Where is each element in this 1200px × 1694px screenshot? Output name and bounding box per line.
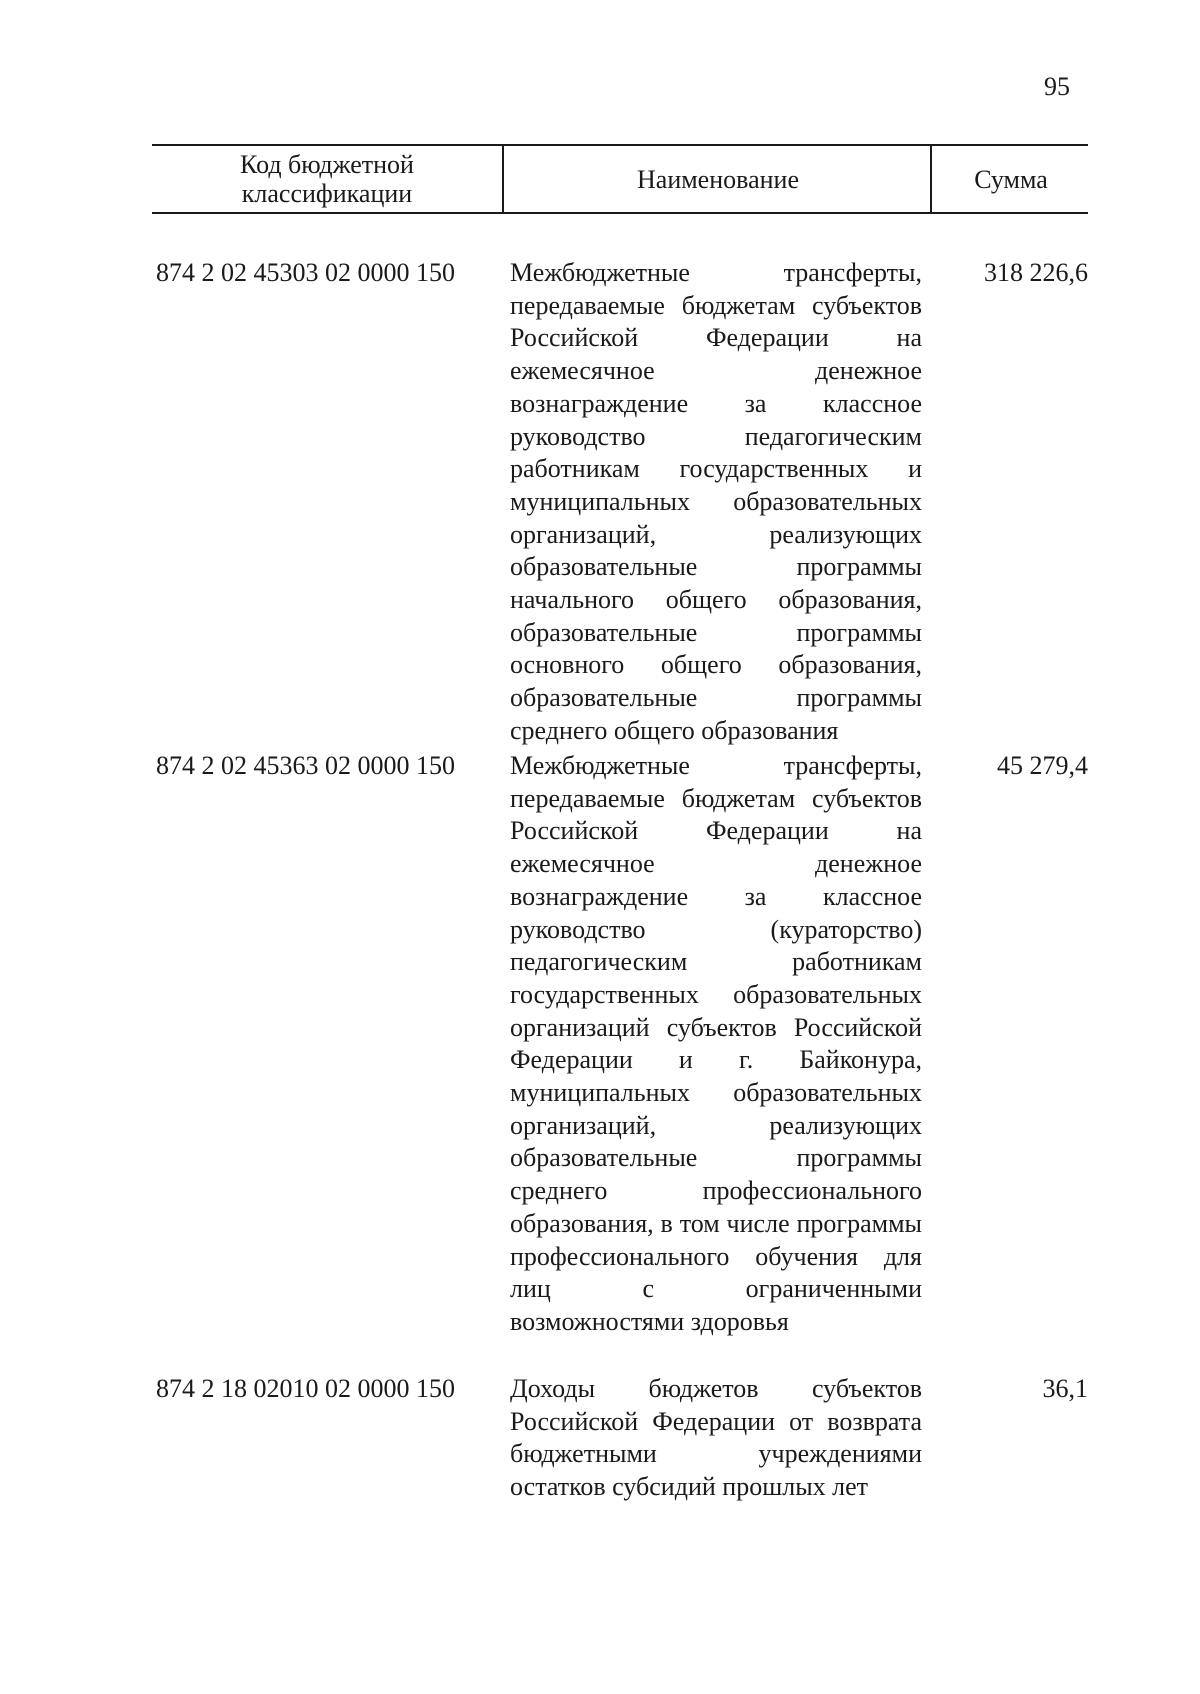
page-number: 95 bbox=[1044, 72, 1070, 101]
row-code: 874 2 02 45363 02 0000 150 bbox=[156, 751, 455, 780]
table-header bbox=[152, 144, 1088, 214]
row-name: Межбюджетные трансферты, передаваемые бюджетам субъектов Российской Федерации на ежемесячное денежное вознаграждение за классное руководство (кураторство) педагогическим работникам государственных образовательных организаций субъектов Российской Федерации и г. Байконура, муниципальных образовательных организаций, реализующих образовательные программы среднего профессионального образования, в том числе программы профессионального обучения для лиц с ограниченными возможностями здоровья bbox=[510, 751, 922, 1336]
header-name: Наименование bbox=[502, 146, 932, 212]
row-code: 874 2 02 45303 02 0000 150 bbox=[156, 258, 455, 287]
row-sum: 318 226,6 bbox=[984, 258, 1088, 287]
row-sum: 45 279,4 bbox=[997, 751, 1088, 780]
row-name: Доходы бюджетов субъектов Российской Федерации от возврата бюджетными учреждениями остатков субсидий прошлых лет bbox=[510, 1374, 922, 1502]
header-code: Код бюджетной классификации bbox=[240, 150, 414, 208]
row-code: 874 2 18 02010 02 0000 150 bbox=[156, 1374, 455, 1403]
row-sum: 36,1 bbox=[1042, 1374, 1088, 1403]
row-name: Межбюджетные трансферты, передаваемые бюджетам субъектов Российской Федерации на ежемесячное денежное вознаграждение за классное руководство педагогическим работникам государственных и муниципальных образовательных организаций, реализующих образовательные программы начального общего образования, образовательные программы основного общего образования, образовательные программы среднего общего образования bbox=[510, 258, 922, 745]
header-sum: Сумма bbox=[930, 146, 1090, 212]
